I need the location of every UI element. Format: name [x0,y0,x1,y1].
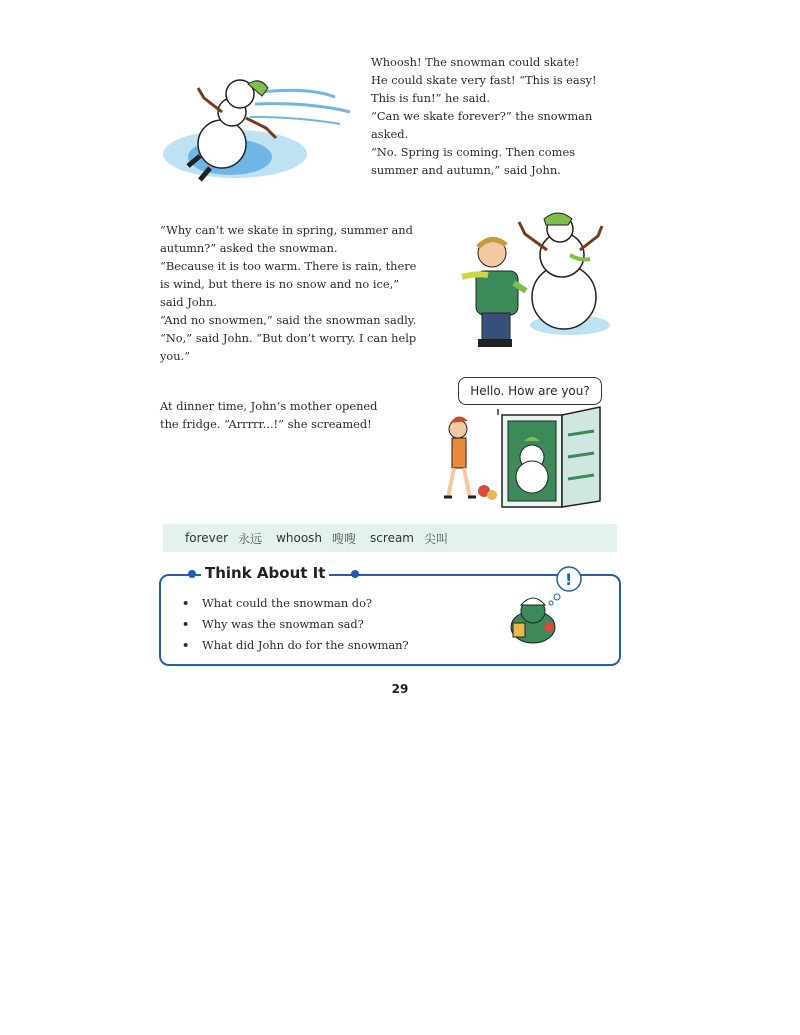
story-line: is wind, but there is no snow and no ice,” [160,277,400,291]
story-line: At dinner time, John’s mother opened [160,399,378,413]
title-dot-right [351,570,359,578]
story-line: the fridge. “Arrrrr...!” she screamed! [160,417,372,431]
think-about-it-title: Think About It [201,564,329,582]
question-text: Why was the snowman sad? [202,617,364,631]
vocab-translation: 永远 [238,531,263,546]
svg-text:!: ! [565,570,573,589]
story-line: He could skate very fast! “This is easy! [371,73,597,87]
mother-fridge-illustration [440,405,615,515]
story-line: “No,” said John. “But don’t worry. I can help [160,331,417,345]
thinking-character-icon [505,565,590,647]
story-paragraph-1 [371,53,597,179]
story-line: This is fun!” he said. [371,91,490,105]
speech-bubble [458,377,602,405]
question-item: • What could the snowman do? [182,596,373,610]
story-line: you.” [160,349,191,363]
vocab-translation: 嗖嗖 [332,531,357,546]
story-line: Whoosh! The snowman could skate! [371,55,580,69]
question-text: What did John do for the snowman? [202,638,409,652]
speech-bubble-text: Hello. How are you? [470,384,590,398]
story-line: “And no snowmen,” said the snowman sadly. [160,313,417,327]
question-text: What could the snowman do? [202,596,373,610]
story-paragraph-3 [160,397,377,433]
vocab-word: scream [370,531,414,545]
page-number: 29 [391,682,409,696]
story-line: “Why can’t we skate in spring, summer and [160,223,413,237]
story-line: summer and autumn,” said John. [371,163,561,177]
story-line: autumn?” asked the snowman. [160,241,338,255]
story-line: asked. [371,127,409,141]
question-item: • What did John do for the snowman? [182,638,409,652]
story-line: “No. Spring is coming. Then comes [371,145,576,159]
story-line: “Because it is too warm. There is rain, there [160,259,417,273]
story-line: said John. [160,295,217,309]
vocabulary-band [163,524,617,552]
vocab-word: whoosh [276,531,323,545]
title-dot-left [188,570,196,578]
story-line: “Can we skate forever?” the snowman [371,109,593,123]
vocab-translation: 尖叫 [424,531,449,546]
story-paragraph-2 [160,221,416,365]
skating-snowman-illustration [160,72,365,192]
vocab-word: forever [185,531,229,545]
question-item: • Why was the snowman sad? [182,617,364,631]
john-and-snowman-illustration [452,205,612,355]
